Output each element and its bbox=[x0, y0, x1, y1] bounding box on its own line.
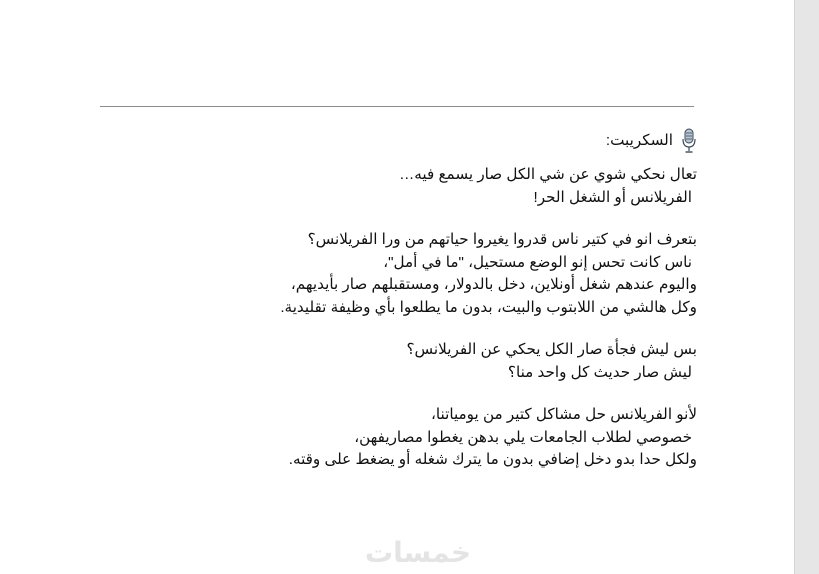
paragraph-line: ليش صار حديث كل واحد منا؟ bbox=[507, 363, 692, 381]
watermark-logo: خمسات bbox=[364, 537, 472, 568]
paragraph-line: ولكل حدا بدو دخل إضافي بدون ما يترك شغله أو يضغط على وقته. bbox=[288, 451, 697, 468]
paragraph-4 bbox=[100, 404, 697, 472]
paragraph-line: واليوم عندهم شغل أونلاين، دخل بالدولار، ومستقبلهم صار بأيديهم، bbox=[290, 276, 697, 293]
header-divider bbox=[100, 106, 694, 107]
paragraph-3 bbox=[100, 339, 697, 384]
microphone-icon bbox=[681, 128, 697, 154]
paragraph-line: ناس كانت تحس إنو الوضع مستحيل، "ما في أمل"، bbox=[383, 253, 692, 271]
paragraph-line: بس ليش فجأة صار الكل يحكي عن الفريلانس؟ bbox=[406, 341, 697, 358]
paragraph-2 bbox=[100, 229, 697, 319]
paragraph-line: بتعرف انو في كتير ناس قدروا يغيروا حياتهم من ورا الفريلانس؟ bbox=[307, 231, 697, 248]
paragraph-line: الفريلانس أو الشغل الحر! bbox=[533, 188, 692, 206]
paragraph-1 bbox=[100, 164, 697, 209]
paragraph-line: لأنو الفريلانس حل مشاكل كتير من يومياتنا، bbox=[430, 406, 697, 423]
paragraph-line: خصوصي لطلاب الجامعات يلي بدهن يغطوا مصاريفهن، bbox=[354, 428, 692, 446]
heading-text: السكريبت: bbox=[605, 131, 673, 149]
vertical-scrollbar[interactable] bbox=[794, 0, 819, 574]
document-body bbox=[100, 128, 697, 492]
paragraph-line: وكل هالشي من اللابتوب والبيت، بدون ما يطلعوا بأي وظيفة تقليدية. bbox=[280, 298, 697, 316]
script-heading bbox=[100, 128, 697, 154]
paragraph-line: تعال نحكي شوي عن شي الكل صار يسمع فيه… bbox=[399, 166, 697, 183]
